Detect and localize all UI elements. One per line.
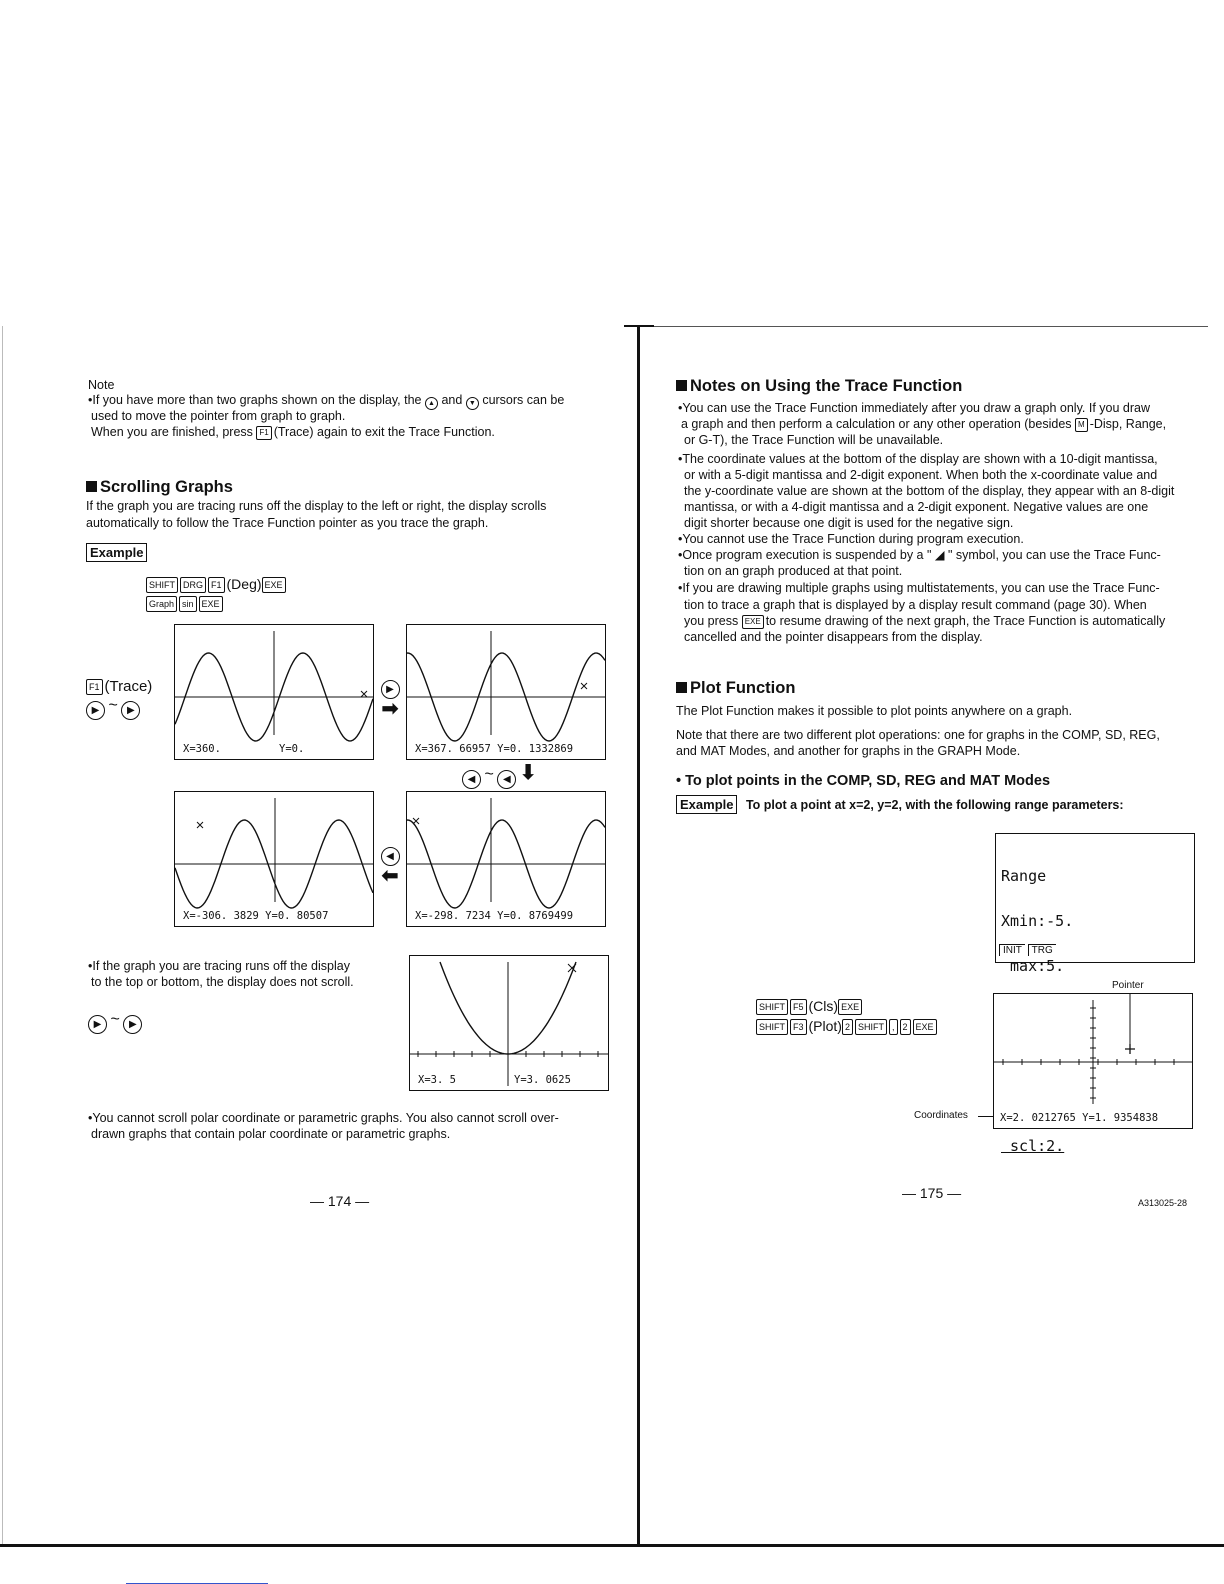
screen2-readout: X=367. 66957 Y=0. 1332869 <box>415 743 574 755</box>
note-heading: Note <box>88 378 115 392</box>
plot-para-3: and MAT Modes, and another for graphs in the GRAPH Mode. <box>676 744 1021 758</box>
exe-key-icon: EXE <box>199 596 223 612</box>
trace-note-13: tion to trace a graph that is displayed by a display result command (page 30). When <box>684 598 1147 612</box>
note-line-3: When you are finished, press F1 (Trace) again to exit the Trace Function. <box>91 425 495 439</box>
arrow-down-icon: ⬇ <box>519 762 537 784</box>
range-lines: Range Xmin:-5. max:5. scl:2. <box>1001 867 1074 1155</box>
right-cursor-range-2: ▶ ~ ▶ <box>88 1012 142 1034</box>
shift-key-icon: SHIFT <box>756 1019 788 1035</box>
init-softkey[interactable]: INIT <box>999 944 1025 956</box>
plot-para-1: The Plot Function makes it possible to plot points anywhere on a graph. <box>676 704 1073 718</box>
pointer-label: Pointer <box>1112 980 1144 991</box>
sine-plot-3 <box>175 792 373 926</box>
graph-key-icon: Graph <box>146 596 177 612</box>
graph-screen-4 <box>406 791 606 927</box>
sin-key-icon: sin <box>179 596 197 612</box>
bottom-rule <box>0 1544 1224 1547</box>
sine-plot-1 <box>175 625 373 759</box>
scroll-note-1: •If the graph you are tracing runs off the display <box>88 959 350 973</box>
right-cursor-icon: ▶ <box>86 701 105 720</box>
plot-function-heading: Plot Function <box>676 679 795 698</box>
note-line-2: used to move the pointer from graph to graph. <box>91 409 346 423</box>
example-keys-row-2 <box>146 596 225 612</box>
graph-screen-1 <box>174 624 374 760</box>
graph-screen-2 <box>406 624 606 760</box>
coordinates-leader-line <box>978 1116 994 1117</box>
page-number-right: — 175 — <box>902 1185 962 1201</box>
left-margin-line <box>2 326 3 1546</box>
screen5-x: X=3. 5 <box>418 1074 456 1086</box>
polar-note-2: drawn graphs that contain polar coordinate or parametric graphs. <box>91 1127 451 1141</box>
two-key-icon: 2 <box>842 1019 853 1035</box>
f1-key-icon: F1 <box>256 426 271 440</box>
plot-readout: X=2. 0212765 Y=1. 9354838 <box>1000 1112 1159 1124</box>
right-cursor-icon: ▶ <box>123 1015 142 1034</box>
scrolling-graphs-heading: Scrolling Graphs <box>86 478 233 497</box>
up-cursor-icon: ▲ <box>425 397 438 410</box>
two-key-icon: 2 <box>900 1019 911 1035</box>
plot-para-2: Note that there are two different plot operations: one for graphs in the COMP, SD, REG, <box>676 728 1160 742</box>
note-line-1a: •If you have more than two graphs shown on the display, the <box>88 393 422 407</box>
m-key-icon: M <box>1075 418 1088 432</box>
trace-note-6: the y-coordinate value are shown at the bottom of the display, they appear with an 8-digit <box>684 484 1175 498</box>
screen3-readout: X=-306. 3829 Y=0. 80507 <box>183 910 329 922</box>
trace-note-4: •The coordinate values at the bottom of the display are shown with a 10-digit mantissa, <box>678 452 1158 466</box>
trace-pointer-icon <box>197 822 203 828</box>
trace-pointer-icon <box>361 691 367 697</box>
screen4-readout: X=-298. 7234 Y=0. 8769499 <box>415 910 574 922</box>
document-code: A313025-28 <box>1138 1198 1188 1208</box>
top-rule <box>650 326 1208 327</box>
square-bullet-icon <box>676 380 687 391</box>
plot-screen <box>993 993 1193 1129</box>
square-bullet-icon <box>86 481 97 492</box>
trg-softkey[interactable]: TRG <box>1028 944 1056 956</box>
right-cursor-icon: ▶ <box>88 1015 107 1034</box>
graph-screen-3 <box>174 791 374 927</box>
scroll-note-2: to the top or bottom, the display does not scroll. <box>91 975 354 989</box>
scroll-left-cue-2 <box>378 843 402 886</box>
note-line-1c: cursors can be <box>482 393 565 407</box>
f1-key-icon: F1 <box>208 577 225 593</box>
trace-note-11: tion on an graph produced at that point. <box>684 564 903 578</box>
graph-screen-5 <box>409 955 609 1091</box>
note-line-1b: and <box>441 393 463 407</box>
trace-note-14: you press EXE to resume drawing of the next graph, the Trace Function is automatically <box>684 614 1166 628</box>
shift-key-icon: SHIFT <box>756 999 788 1015</box>
plot-keys-row-1: SHIFT F5 (Cls) EXE <box>756 998 864 1015</box>
left-cursor-icon: ◀ <box>381 847 400 866</box>
range-softkeys <box>999 945 1056 956</box>
right-cursor-icon: ▶ <box>121 701 140 720</box>
arrow-right-icon: ➡ <box>381 698 399 720</box>
f3-key-icon: F3 <box>790 1019 807 1035</box>
example-badge: Example <box>86 543 147 562</box>
exe-key-icon: EXE <box>913 1019 937 1035</box>
trace-pointer-icon <box>581 683 587 689</box>
example-text: To plot a point at x=2, y=2, with the following range parameters: <box>745 798 1124 812</box>
trace-note-7: mantissa, or with a 4-digit mantissa and a 2-digit exponent. Negative values are one <box>684 500 1149 514</box>
left-cursor-icon: ◀ <box>497 770 516 789</box>
square-bullet-icon <box>676 682 687 693</box>
plot-keys-row-2: SHIFT F3 (Plot) 2 SHIFT , 2 EXE <box>756 1018 939 1035</box>
scroll-para-2: automatically to follow the Trace Function pointer as you trace the graph. <box>86 516 489 530</box>
scroll-left-cue: ◀ ~ ◀ ⬇ <box>462 765 537 789</box>
right-cursor-range: ▶ ~ ▶ <box>86 698 140 720</box>
trace-note-10: •Once program execution is suspended by a " ◢ " symbol, you can use the Trace Func- <box>678 548 1161 562</box>
shift-key-icon: SHIFT <box>855 1019 887 1035</box>
center-divider <box>637 325 640 1547</box>
trace-note-5: or with a 5-digit mantissa and 2-digit exponent. When both the x-coordinate value and <box>684 468 1158 482</box>
screen5-y: Y=3. 0625 <box>514 1074 571 1086</box>
trace-note-9: •You cannot use the Trace Function during program execution. <box>678 532 1024 546</box>
exe-key-icon: EXE <box>262 577 286 593</box>
f5-key-icon: F5 <box>790 999 807 1015</box>
plot-axes <box>994 994 1192 1128</box>
coordinates-label: Coordinates <box>914 1110 968 1121</box>
example-keys-row-1: SHIFT DRG F1 (Deg) EXE <box>146 576 288 593</box>
right-cursor-icon: ▶ <box>381 680 400 699</box>
sine-plot-2 <box>407 625 605 759</box>
comma-key-icon: , <box>889 1019 898 1035</box>
sine-plot-4 <box>407 792 605 926</box>
scroll-para-1: If the graph you are tracing runs off the display to the left or right, the display scrolls <box>86 499 547 513</box>
trace-step-label: F1 (Trace) <box>86 678 152 696</box>
arrow-left-icon: ⬅ <box>381 865 399 887</box>
trace-note-12: •If you are drawing multiple graphs using multistatements, you can use the Trace Func- <box>678 581 1160 595</box>
trace-notes-heading: Notes on Using the Trace Function <box>676 377 962 396</box>
exe-key-icon: EXE <box>838 999 862 1015</box>
f1-key-icon: F1 <box>86 679 103 695</box>
screen1-x: X=360. <box>183 743 221 755</box>
scroll-right-cue <box>378 676 402 719</box>
page-number-left: — 174 — <box>310 1193 370 1209</box>
parabola-plot <box>410 956 608 1090</box>
plot-example-row <box>676 796 1124 814</box>
screen1-y: Y=0. <box>279 743 305 755</box>
trace-note-15: cancelled and the pointer disappears from the display. <box>684 630 983 644</box>
down-cursor-icon: ▼ <box>466 397 479 410</box>
shift-key-icon: SHIFT <box>146 577 178 593</box>
trace-note-1: •You can use the Trace Function immediately after you draw a graph only. If you draw <box>678 401 1150 415</box>
drg-key-icon: DRG <box>180 577 206 593</box>
plot-subheading: • To plot points in the COMP, SD, REG and MAT Modes <box>676 773 1051 789</box>
trace-note-8: digit shorter because one digit is used for the negative sign. <box>684 516 1014 530</box>
example-badge: Example <box>676 795 737 814</box>
exe-key-icon: EXE <box>742 615 764 629</box>
plot-pointer-icon <box>1125 1044 1135 1054</box>
trace-pointer-icon <box>413 818 419 824</box>
polar-note-1: •You cannot scroll polar coordinate or parametric graphs. You also cannot scroll over- <box>88 1111 559 1125</box>
trace-note-3: or G-T), the Trace Function will be unavailable. <box>684 433 944 447</box>
trace-note-2: a graph and then perform a calculation or any other operation (besides M -Disp, Range, <box>681 417 1167 431</box>
left-cursor-icon: ◀ <box>462 770 481 789</box>
